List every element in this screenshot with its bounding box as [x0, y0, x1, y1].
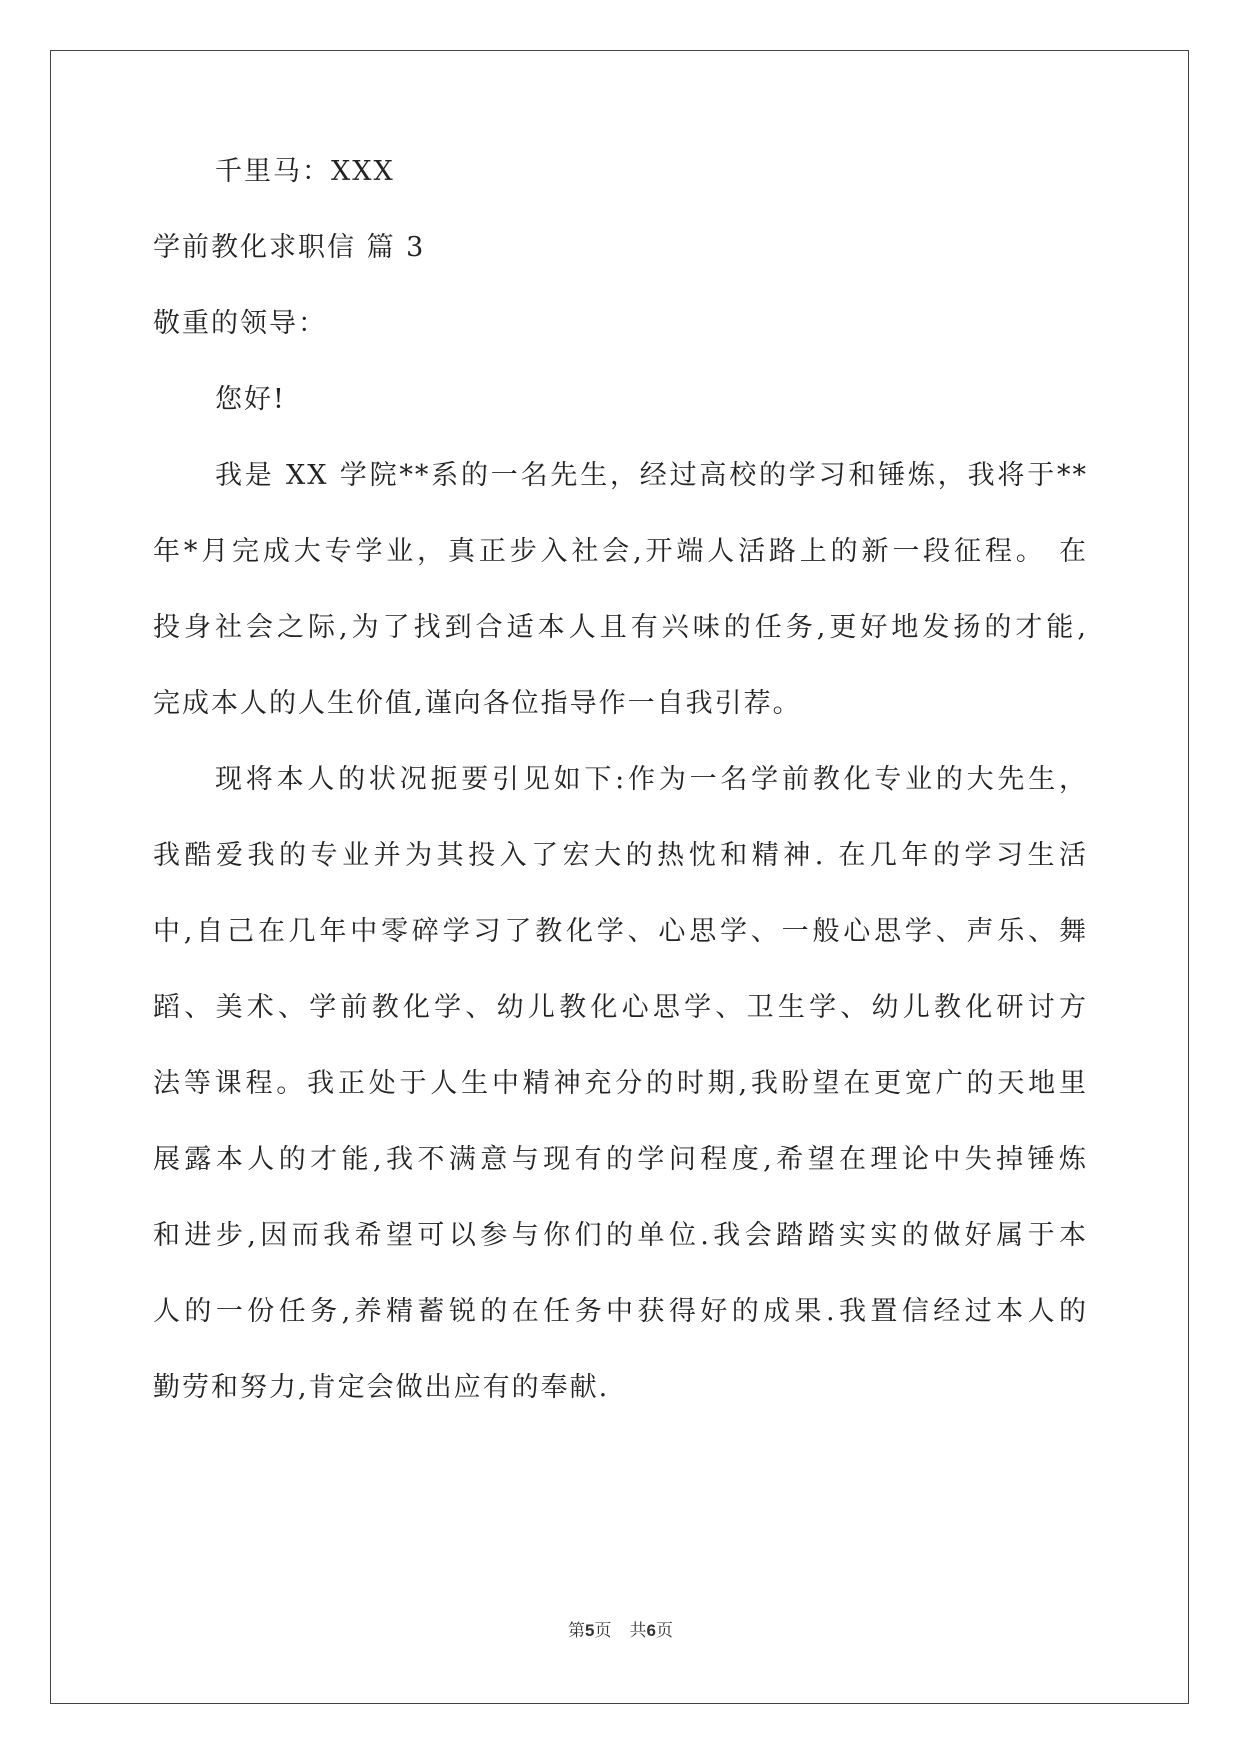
page-footer	[0, 1616, 1241, 1641]
footer-prefix-total: 共	[629, 1621, 647, 1641]
paragraph-line: 和进步,因而我希望可以参与你们的单位.我会踏踏实实的做好属于本	[153, 1220, 1088, 1251]
paragraph-line: 展露本人的才能,我不满意与现有的学问程度,希望在理论中失掉锤炼	[153, 1144, 1088, 1175]
paragraph-line: 人的一份任务,养精蓄锐的在任务中获得好的成果.我置信经过本人的	[153, 1296, 1088, 1327]
salutation: 敬重的领导：	[153, 308, 327, 339]
paragraph-line: 投身社会之际,为了找到合适本人且有兴味的任务,更好地发扬的才能,	[153, 612, 1088, 643]
footer-page-unit: 页	[594, 1621, 612, 1641]
paragraph-line: 勤劳和努力,肯定会做出应有的奉献.	[153, 1372, 610, 1403]
footer-total-unit: 页	[655, 1621, 673, 1641]
paragraph-line: 年*月完成大专学业，真正步入社会,开端人活路上的新一段征程。 在	[153, 536, 1088, 567]
paragraph-line: 完成本人的人生价值,谨向各位指导作一自我引荐。	[153, 688, 802, 719]
paragraph-line: 法等课程。我正处于人生中精神充分的时期,我盼望在更宽广的天地里	[153, 1068, 1088, 1099]
footer-prefix-page: 第	[568, 1621, 586, 1641]
paragraph-line: 我酷爱我的专业并为其投入了宏大的热忱和精神. 在几年的学习生活	[153, 840, 1088, 871]
greeting: 您好!	[215, 384, 286, 415]
document-body	[153, 134, 1088, 1426]
section-title: 学前教化求职信 篇 3	[153, 232, 426, 263]
current-page-number: 5	[585, 1621, 595, 1640]
signature-line: 千里马：XXX	[215, 156, 395, 187]
total-pages-number: 6	[646, 1621, 656, 1640]
paragraph-line: 我是 XX 学院**系的一名先生，经过高校的学习和锤炼，我将于**	[215, 460, 1088, 491]
paragraph-line: 中,自己在几年中零碎学习了教化学、心思学、一般心思学、声乐、舞	[153, 916, 1088, 947]
paragraph-line: 现将本人的状况扼要引见如下:作为一名学前教化专业的大先生，	[215, 764, 1088, 795]
paragraph-line: 蹈、美术、学前教化学、幼儿教化心思学、卫生学、幼儿教化研讨方	[153, 992, 1088, 1023]
